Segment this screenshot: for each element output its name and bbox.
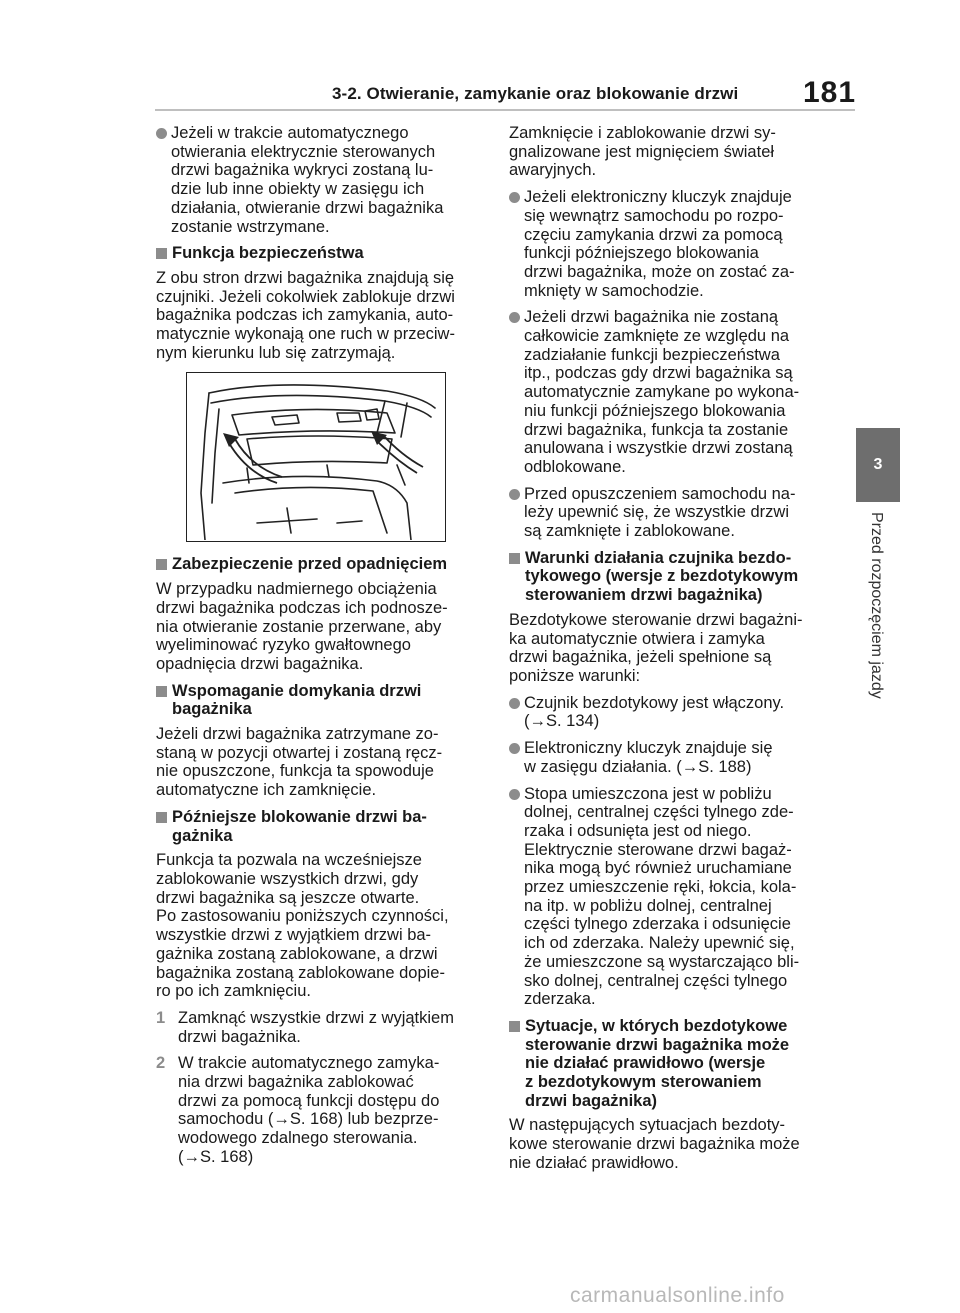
page-number: 181 bbox=[803, 76, 857, 109]
step-number: 1 bbox=[156, 1008, 166, 1027]
bullet-dot-icon bbox=[509, 192, 520, 203]
para-drop-protection: W przypadku nadmiernego obciążenia drzwi bagażnika podczas ich podnosze- nia otwieranie zostanie przerwane, aby wyeliminować ryzyko gwałtownego opadnięcia drzwi bagażnika. bbox=[156, 580, 448, 673]
bullet-dot-icon bbox=[509, 743, 520, 754]
bullet-dot-icon bbox=[509, 489, 520, 500]
page-reference-link[interactable]: w zasięgu działania. (→S. 188) bbox=[524, 757, 752, 776]
bullet-dot-icon bbox=[509, 789, 520, 800]
heading-square-icon bbox=[156, 248, 167, 259]
para-malfunction-situations: W następujących sytuacjach bezdoty- kowe sterowanie drzwi bagażnika może nie działać prawidłowo. bbox=[509, 1116, 800, 1172]
heading-safety-function: Funkcja bezpieczeństwa bbox=[156, 244, 484, 263]
bullet-dot-icon bbox=[156, 128, 167, 139]
page-reference-link[interactable]: (→S. 134) bbox=[524, 712, 600, 731]
bullet-key-inside: Jeżeli elektroniczny kluczyk znajduje się wewnątrz samochodu po rozpo- częciu zamykania drzwi za pomocą funkcji późniejszego blokowania drzwi bagażnika, może on zostać za- mknięty w samochodzie. bbox=[509, 188, 839, 300]
bullet-before-leaving: Przed opuszczeniem samochodu na- leży upewnić się, że wszystkie drzwi są zamknięte i zablokowane. bbox=[509, 485, 839, 541]
bullet-dot-icon bbox=[509, 698, 520, 709]
left-column bbox=[156, 124, 484, 1175]
watermark: carmanualsonline.info bbox=[570, 1284, 785, 1307]
heading-square-icon bbox=[156, 812, 167, 823]
bullet-foot-position: Stopa umieszczona jest w pobliżu dolnej, centralnej części tylnego zde- rzaka i odsunięta jest od niego. Elektrycznie sterowane drzwi bagaż- nika mogą być również uruchamiane przez umieszczenie ręki, łokcia, kola- na itp. w pobliżu dolnej, centralnej części tylnego zderzaka i odsunięcie ich od zderzaka. Należy upewnić się, że umieszczone są wystarczająco bli- sko dolnej, centralnej części tylnego zderzaka. bbox=[509, 785, 839, 1009]
step-2: 2 W trakcie automatycznego zamyka- nia drzwi bagażnika zablokować drzwi za pomocą funkcji dostępu do samochodu (→S. 168) lub bezprze- wodowego zdalnego sterowania. (→S. 168) bbox=[156, 1054, 484, 1166]
heading-late-locking: Późniejsze blokowanie drzwi ba- gażnika bbox=[156, 808, 484, 845]
chapter-label: Przed rozpoczęciem jazdy bbox=[868, 512, 885, 699]
para-sensor-conditions: Bezdotykowe sterowanie drzwi bagażni- ka automatycznie otwiera i zamyka drzwi bagażnika, jeżeli spełnione są poniższe warunki: bbox=[509, 610, 803, 685]
bullet-not-closed: Jeżeli drzwi bagażnika nie zostaną całkowicie zamknięte ze względu na zadziałanie funkcji bezpieczeństwa itp., podczas gdy drzwi bagażnika są automatycznie zamykane po wykona- niu funkcji późniejszego blokowania drzwi bagażnika, funkcja ta zostanie anulowana i wszystkie drzwi zostaną odblokowane. bbox=[509, 308, 839, 476]
step-1: 1 Zamknąć wszystkie drzwi z wyjątkiem drzwi bagażnika. bbox=[156, 1008, 454, 1046]
step-number: 2 bbox=[156, 1054, 166, 1073]
page-reference-link[interactable]: samochodu (→S. 168) lub bezprze- bbox=[178, 1110, 439, 1129]
para-hazard-signal: Zamknięcie i zablokowanie drzwi sy- gnalizowane jest mignięciem świateł awaryjnych. bbox=[509, 124, 776, 180]
figure-tailgate-sensors bbox=[186, 372, 446, 542]
heading-square-icon bbox=[509, 1021, 520, 1032]
bullet-sensor-on: Czujnik bezdotykowy jest włączony. (→S. 134) bbox=[509, 694, 839, 731]
chapter-tab: 3 bbox=[856, 428, 900, 502]
heading-closing-assist: Wspomaganie domykania drzwi bagażnika bbox=[156, 682, 484, 719]
page-header bbox=[0, 0, 960, 120]
bullet-auto-open-stop: Jeżeli w trakcie automatycznego otwierania elektrycznie sterowanych drzwi bagażnika wykryci zostaną lu- dzie lub inne obiekty w zasięgu ich działania, otwieranie drzwi bagażnika zostanie wstrzymane. bbox=[156, 124, 484, 236]
heading-square-icon bbox=[156, 559, 167, 570]
para-late-locking: Funkcja ta pozwala na wcześniejsze zablokowanie wszystkich drzwi, gdy drzwi bagażnika są jeszcze otwarte. Po zastosowaniu poniższych czynności, wszystkie drzwi z wyjątkiem drzwi ba- gażnika zostaną zablokowane, a drzwi bagażnika zostaną zablokowane dopie- ro po ich zamknięciu. bbox=[156, 851, 449, 1001]
tailgate-illustration bbox=[187, 373, 444, 540]
header-rule bbox=[155, 109, 855, 111]
right-column bbox=[509, 124, 839, 1181]
heading-drop-protection: Zabezpieczenie przed opadnięciem bbox=[156, 555, 484, 574]
section-title: 3-2. Otwieranie, zamykanie oraz blokowanie drzwi bbox=[332, 84, 739, 103]
heading-malfunction-situations: Sytuacje, w których bezdotykowe sterowanie drzwi bagażnika może nie działać prawidłowo (wersje z bezdotykowym sterowaniem drzwi bagażnika) bbox=[509, 1017, 839, 1111]
bullet-dot-icon bbox=[509, 312, 520, 323]
page-reference-link[interactable]: (→S. 168) bbox=[178, 1147, 254, 1166]
heading-square-icon bbox=[156, 686, 167, 697]
para-safety: Z obu stron drzwi bagażnika znajdują się czujniki. Jeżeli cokolwiek zablokuje drzwi bagażnika podczas ich zamykania, auto- matycznie wykonają one ruch w przeciw- nym kierunku lub się zatrzymają. bbox=[156, 268, 455, 362]
heading-square-icon bbox=[509, 553, 520, 564]
heading-sensor-conditions: Warunki działania czujnika bezdo- tykowego (wersje z bezdotykowym sterowaniem drzwi bagażnika) bbox=[509, 549, 839, 605]
para-closing-assist: Jeżeli drzwi bagażnika zatrzymane zo- staną w pozycji otwartej i zostaną ręcz- nie opuszczone, funkcja ta spowoduje automatyczne ich zamknięcie. bbox=[156, 725, 443, 800]
bullet-key-in-range: Elektroniczny kluczyk znajduje się w zasięgu działania. (→S. 188) bbox=[509, 739, 839, 776]
